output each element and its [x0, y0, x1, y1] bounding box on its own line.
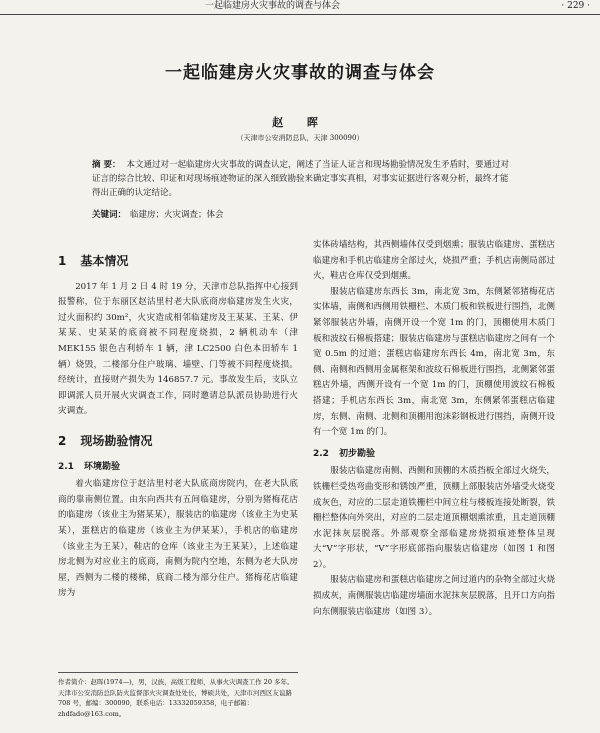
subsection-heading-2-1 — [58, 460, 298, 476]
right-column — [313, 238, 555, 620]
paragraph: 2017 年 1 月 2 日 4 时 19 分，天津市总队指挥中心接到报警称，位于东丽区赵沽里村老大队底商房临建房发生火灾，过火面积约 30m²，火灾造成相邻临建房及王某某、王某、伊某某、史某某的底商被不同程度烧损，2 辆机动车（津 MEK155 银色吉利轿车 1 辆，津 LC2500 白色本田轿车 1 辆）烧毁，二楼部分住户玻璃、墙壁、门等被不同程度烧损。经统计，直接财产损失为 146857.7 元。事故发生后，支队立即调派人员开展火灾调查工作，同时邀请总队派员协助进行火灾调查。 — [58, 281, 298, 417]
left-column — [58, 250, 298, 602]
subsection-number: 2.2 — [313, 448, 329, 459]
section-heading-1 — [58, 254, 298, 270]
abstract — [92, 158, 512, 200]
author-name: 赵 晖 — [272, 116, 328, 129]
running-title: 一起临建房火灾事故的调查与体会 — [205, 1, 341, 11]
page-number: · 229 · — [561, 1, 590, 11]
paper-title: 一起临建房火灾事故的调查与体会 — [165, 63, 435, 83]
keywords-label: 关键词： — [92, 210, 127, 220]
section-number: 2 — [58, 433, 67, 448]
page-header — [0, 0, 600, 15]
paragraph: 服装店临建房南侧、西侧和顶棚的木质挡板全部过火烧失，铁栅栏受热弯曲变形和锈蚀严重，顶棚上部服装店外墙受火烧变成灰色，对应的二层走道铁栅栏中间立柱与楼板连接处断裂，铁栅栏整体向外突出，对应的二层走道顶棚烟熏浓重，且走道顶棚水泥抹灰层脱落。外部观察全部临建房烧损痕迹整体呈现大“V”字形状，“V”字形底部指向服装店临建房（如图 1 和图 2）。 — [313, 466, 555, 570]
section-number: 1 — [58, 254, 67, 268]
subsection-heading-2-2 — [313, 447, 555, 463]
section-title: 基本情况 — [80, 254, 129, 268]
author-footnote: 作者简介：赵晖(1974—)，男，汉族，高级工程师，从事火灾调查工作 20 多年。天津市公安消防总队防火监督部火灾调查处处长，博硕共处，天津市河西区友谊路 708 号，邮编：300090，联系电话：13332059358，电子邮箱：zhdfado@163.com。 — [58, 672, 298, 719]
subsection-number: 2.1 — [58, 461, 74, 472]
section-title: 现场勘验情况 — [80, 433, 153, 448]
paragraph: 实体砖墙结构，其西侧墙体仅受到烟熏；服装店临建房、蛋糕店临建房和手机店临建房全部过火，烧损严重；手机店南侧局部过火，鞋店仓库仅受到烟熏。 — [313, 240, 555, 282]
paragraph: 服装店临建房和蛋糕店临建房之间过道内的杂物全部过火烧损成灰，南侧服装店临建房墙面水泥抹灰层脱落，且开口方向指向东侧服装店临建房（如图 3）。 — [313, 575, 555, 617]
subsection-title: 环境勘验 — [83, 461, 120, 472]
subsection-title: 初步勘验 — [338, 448, 375, 459]
section-heading-2 — [58, 434, 298, 450]
abstract-text: 本文通过对一起临建房火灾事故的调查认定，阐述了当证人证言和现场勘验情况发生矛盾时，要通过对证言的综合比较、印证和对现场痕迹物证的深入细致勘验来确定事实真相，对事实证据进行客观分析，最终才能得出正确的认定结论。 — [92, 160, 509, 198]
paragraph: 着火临建房位于赵沽里村老大队底商房院内，在老大队底商的靠南侧位置。由东向西共有五间临建房，分别为猪梅花店的临建房（该业主为猪某某），服装店的临建房（该业主为史某某），蛋糕店的临建房（该业主为伊某某），手机店的临建房（该业主为王某），鞋店的仓库（该业主为王某某），上述临建房北侧为对应业主的底商，南侧为院内空地，东侧为老大队房屋，西侧为二楼的楼梯，底商二楼为部分住户。猪梅花店临建房为 — [58, 479, 298, 599]
paragraph: 服装店临建房东西长 3m，南北宽 3m，东侧紧邻猪梅花店实体墙，南侧和西侧用铁栅栏、木质门板和铁板进行围挡，北侧紧邻服装店外墙，南侧开设一个宽 1m 的门，顶棚使用木质门板和波纹石棉板搭建；服装店临建房与蛋糕店临建房之间有一个宽 0.5m 的过道；蛋糕店临建房东西长 4m，南北宽 3m，东侧、南侧和西侧用金属框架和波纹石棉板进行围挡，北侧紧邻蛋糕店外墙，西侧开设有一个宽 1m 的门，顶棚使用波纹石棉板搭建；手机店东西长 3m，南北宽 3m，东侧紧邻蛋糕店临建房，东侧、南侧、北侧和顶棚用泡沫彩钢板进行围挡，南侧开设有一个宽 1m 的门。 — [313, 286, 555, 438]
keywords-text: 临建房；火灾调查；体会 — [130, 210, 224, 220]
abstract-label: 摘 要： — [92, 160, 121, 170]
keywords — [92, 208, 512, 222]
author-affiliation: （天津市公安消防总队，天津 300090） — [236, 134, 364, 142]
